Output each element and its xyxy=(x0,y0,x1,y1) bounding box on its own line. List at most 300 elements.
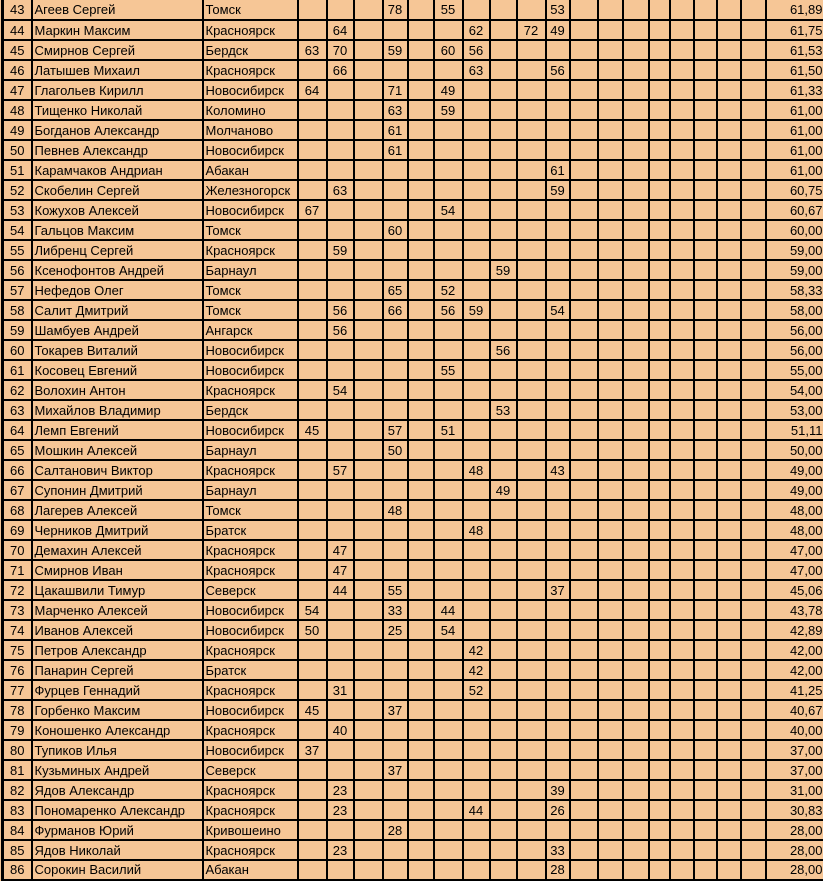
score-cell[interactable] xyxy=(623,400,649,420)
score-cell[interactable] xyxy=(354,500,383,520)
score-cell[interactable] xyxy=(408,280,434,300)
score-cell[interactable] xyxy=(383,740,408,760)
score-cell[interactable] xyxy=(623,500,649,520)
score-cell[interactable] xyxy=(408,40,434,60)
avg-cell[interactable]: 53,00 xyxy=(766,400,823,420)
score-cell[interactable] xyxy=(327,220,354,240)
score-cell[interactable] xyxy=(670,80,694,100)
score-cell[interactable] xyxy=(408,240,434,260)
rank-cell[interactable]: 71 xyxy=(3,560,32,580)
score-cell[interactable] xyxy=(717,140,741,160)
rank-cell[interactable]: 72 xyxy=(3,580,32,600)
score-cell[interactable] xyxy=(546,740,570,760)
score-cell[interactable] xyxy=(490,60,517,80)
score-cell[interactable]: 53 xyxy=(490,400,517,420)
score-cell[interactable] xyxy=(517,280,546,300)
city-cell[interactable]: Новосибирск xyxy=(203,200,298,220)
score-cell[interactable] xyxy=(670,100,694,120)
name-cell[interactable]: Салит Дмитрий xyxy=(32,300,203,320)
name-cell[interactable]: Петров Александр xyxy=(32,640,203,660)
name-cell[interactable]: Карамчаков Андриан xyxy=(32,160,203,180)
score-cell[interactable] xyxy=(546,400,570,420)
score-cell[interactable] xyxy=(570,760,598,780)
score-cell[interactable] xyxy=(298,580,327,600)
score-cell[interactable] xyxy=(298,20,327,40)
score-cell[interactable] xyxy=(670,340,694,360)
rank-cell[interactable]: 47 xyxy=(3,80,32,100)
score-cell[interactable] xyxy=(546,540,570,560)
score-cell[interactable] xyxy=(490,820,517,840)
score-cell[interactable]: 48 xyxy=(463,520,490,540)
score-cell[interactable] xyxy=(717,460,741,480)
score-cell[interactable] xyxy=(354,400,383,420)
name-cell[interactable]: Скобелин Сергей xyxy=(32,180,203,200)
score-cell[interactable] xyxy=(649,700,670,720)
score-cell[interactable] xyxy=(408,0,434,20)
score-cell[interactable] xyxy=(717,800,741,820)
score-cell[interactable] xyxy=(354,840,383,860)
avg-cell[interactable]: 59,00 xyxy=(766,260,823,280)
score-cell[interactable] xyxy=(298,340,327,360)
name-cell[interactable]: Демахин Алексей xyxy=(32,540,203,560)
score-cell[interactable]: 37 xyxy=(546,580,570,600)
score-cell[interactable] xyxy=(546,120,570,140)
score-cell[interactable] xyxy=(408,180,434,200)
score-cell[interactable] xyxy=(490,200,517,220)
score-cell[interactable] xyxy=(517,60,546,80)
score-cell[interactable] xyxy=(490,520,517,540)
score-cell[interactable]: 47 xyxy=(327,560,354,580)
score-cell[interactable] xyxy=(408,220,434,240)
rank-cell[interactable]: 45 xyxy=(3,40,32,60)
score-cell[interactable] xyxy=(570,340,598,360)
score-cell[interactable] xyxy=(463,220,490,240)
score-cell[interactable] xyxy=(327,500,354,520)
score-cell[interactable]: 70 xyxy=(327,40,354,60)
score-cell[interactable]: 42 xyxy=(463,660,490,680)
score-cell[interactable] xyxy=(546,240,570,260)
score-cell[interactable] xyxy=(741,860,766,880)
score-cell[interactable] xyxy=(649,660,670,680)
score-cell[interactable]: 48 xyxy=(383,500,408,520)
avg-cell[interactable]: 31,00 xyxy=(766,780,823,800)
score-cell[interactable]: 78 xyxy=(383,0,408,20)
score-cell[interactable] xyxy=(741,780,766,800)
avg-cell[interactable]: 61,00 xyxy=(766,100,823,120)
rank-cell[interactable]: 54 xyxy=(3,220,32,240)
score-cell[interactable] xyxy=(298,640,327,660)
score-cell[interactable] xyxy=(741,320,766,340)
score-cell[interactable]: 63 xyxy=(327,180,354,200)
score-cell[interactable] xyxy=(327,660,354,680)
avg-cell[interactable]: 61,00 xyxy=(766,140,823,160)
score-cell[interactable]: 28 xyxy=(383,820,408,840)
score-cell[interactable] xyxy=(717,440,741,460)
score-cell[interactable] xyxy=(463,120,490,140)
rank-cell[interactable]: 80 xyxy=(3,740,32,760)
avg-cell[interactable]: 61,00 xyxy=(766,120,823,140)
score-cell[interactable] xyxy=(649,820,670,840)
score-cell[interactable] xyxy=(490,540,517,560)
name-cell[interactable]: Тупиков Илья xyxy=(32,740,203,760)
score-cell[interactable] xyxy=(670,20,694,40)
rank-cell[interactable]: 82 xyxy=(3,780,32,800)
score-cell[interactable] xyxy=(717,360,741,380)
avg-cell[interactable]: 45,06 xyxy=(766,580,823,600)
avg-cell[interactable]: 42,00 xyxy=(766,660,823,680)
score-cell[interactable] xyxy=(354,240,383,260)
score-cell[interactable] xyxy=(354,440,383,460)
score-cell[interactable] xyxy=(298,460,327,480)
score-cell[interactable] xyxy=(717,320,741,340)
score-cell[interactable] xyxy=(694,620,717,640)
rank-cell[interactable]: 85 xyxy=(3,840,32,860)
score-cell[interactable] xyxy=(598,100,623,120)
avg-cell[interactable]: 48,00 xyxy=(766,520,823,540)
name-cell[interactable]: Гальцов Максим xyxy=(32,220,203,240)
name-cell[interactable]: Ядов Александр xyxy=(32,780,203,800)
score-cell[interactable]: 63 xyxy=(383,100,408,120)
name-cell[interactable]: Цакашвили Тимур xyxy=(32,580,203,600)
score-cell[interactable]: 56 xyxy=(327,320,354,340)
score-cell[interactable] xyxy=(408,620,434,640)
score-cell[interactable] xyxy=(670,560,694,580)
score-cell[interactable] xyxy=(408,120,434,140)
score-cell[interactable] xyxy=(717,520,741,540)
score-cell[interactable] xyxy=(598,80,623,100)
avg-cell[interactable]: 28,00 xyxy=(766,820,823,840)
rank-cell[interactable]: 46 xyxy=(3,60,32,80)
score-cell[interactable] xyxy=(717,760,741,780)
score-cell[interactable] xyxy=(670,200,694,220)
score-cell[interactable]: 48 xyxy=(463,460,490,480)
name-cell[interactable]: Ядов Николай xyxy=(32,840,203,860)
score-cell[interactable] xyxy=(670,180,694,200)
rank-cell[interactable]: 62 xyxy=(3,380,32,400)
score-cell[interactable] xyxy=(408,740,434,760)
score-cell[interactable] xyxy=(598,700,623,720)
avg-cell[interactable]: 61,53 xyxy=(766,40,823,60)
score-cell[interactable] xyxy=(598,620,623,640)
score-cell[interactable] xyxy=(741,800,766,820)
score-cell[interactable] xyxy=(354,200,383,220)
score-cell[interactable] xyxy=(434,760,463,780)
city-cell[interactable]: Новосибирск xyxy=(203,420,298,440)
score-cell[interactable] xyxy=(408,760,434,780)
score-cell[interactable] xyxy=(649,540,670,560)
score-cell[interactable] xyxy=(434,20,463,40)
score-cell[interactable] xyxy=(741,840,766,860)
score-cell[interactable] xyxy=(623,560,649,580)
score-cell[interactable] xyxy=(694,740,717,760)
name-cell[interactable]: Нефедов Олег xyxy=(32,280,203,300)
score-cell[interactable] xyxy=(298,240,327,260)
score-cell[interactable] xyxy=(408,320,434,340)
score-cell[interactable] xyxy=(649,80,670,100)
score-cell[interactable] xyxy=(490,640,517,660)
score-cell[interactable] xyxy=(546,80,570,100)
city-cell[interactable]: Абакан xyxy=(203,160,298,180)
score-cell[interactable] xyxy=(717,680,741,700)
score-cell[interactable] xyxy=(649,120,670,140)
score-cell[interactable] xyxy=(434,440,463,460)
score-cell[interactable] xyxy=(354,40,383,60)
score-cell[interactable] xyxy=(434,860,463,880)
score-cell[interactable] xyxy=(741,640,766,660)
score-cell[interactable] xyxy=(463,380,490,400)
city-cell[interactable]: Томск xyxy=(203,300,298,320)
score-cell[interactable] xyxy=(623,680,649,700)
score-cell[interactable] xyxy=(298,720,327,740)
score-cell[interactable] xyxy=(327,140,354,160)
score-cell[interactable] xyxy=(408,380,434,400)
score-cell[interactable] xyxy=(463,360,490,380)
avg-cell[interactable]: 56,00 xyxy=(766,340,823,360)
score-cell[interactable] xyxy=(570,740,598,760)
score-cell[interactable] xyxy=(717,640,741,660)
score-cell[interactable] xyxy=(434,720,463,740)
score-cell[interactable] xyxy=(490,800,517,820)
score-cell[interactable] xyxy=(694,580,717,600)
score-cell[interactable] xyxy=(546,100,570,120)
score-cell[interactable] xyxy=(623,20,649,40)
score-cell[interactable] xyxy=(670,660,694,680)
score-cell[interactable] xyxy=(649,40,670,60)
score-cell[interactable]: 63 xyxy=(298,40,327,60)
score-cell[interactable] xyxy=(670,680,694,700)
city-cell[interactable]: Красноярск xyxy=(203,720,298,740)
score-cell[interactable] xyxy=(490,360,517,380)
avg-cell[interactable]: 47,00 xyxy=(766,560,823,580)
score-cell[interactable] xyxy=(517,540,546,560)
score-cell[interactable] xyxy=(327,400,354,420)
score-cell[interactable] xyxy=(623,580,649,600)
score-cell[interactable] xyxy=(649,760,670,780)
score-cell[interactable] xyxy=(670,620,694,640)
rank-cell[interactable]: 76 xyxy=(3,660,32,680)
score-cell[interactable] xyxy=(490,280,517,300)
score-cell[interactable] xyxy=(434,680,463,700)
score-cell[interactable] xyxy=(354,780,383,800)
score-cell[interactable] xyxy=(570,620,598,640)
score-cell[interactable]: 56 xyxy=(463,40,490,60)
rank-cell[interactable]: 51 xyxy=(3,160,32,180)
score-cell[interactable] xyxy=(354,700,383,720)
score-cell[interactable] xyxy=(354,0,383,20)
score-cell[interactable] xyxy=(694,700,717,720)
score-cell[interactable] xyxy=(517,380,546,400)
score-cell[interactable] xyxy=(463,260,490,280)
score-cell[interactable] xyxy=(717,280,741,300)
score-cell[interactable] xyxy=(623,600,649,620)
score-cell[interactable] xyxy=(463,140,490,160)
score-cell[interactable] xyxy=(623,640,649,660)
score-cell[interactable] xyxy=(517,180,546,200)
avg-cell[interactable]: 42,89 xyxy=(766,620,823,640)
score-cell[interactable]: 56 xyxy=(434,300,463,320)
name-cell[interactable]: Богданов Александр xyxy=(32,120,203,140)
score-cell[interactable] xyxy=(490,600,517,620)
name-cell[interactable]: Косовец Евгений xyxy=(32,360,203,380)
score-cell[interactable] xyxy=(694,560,717,580)
score-cell[interactable] xyxy=(649,740,670,760)
score-cell[interactable] xyxy=(694,200,717,220)
name-cell[interactable]: Горбенко Максим xyxy=(32,700,203,720)
score-cell[interactable] xyxy=(598,720,623,740)
name-cell[interactable]: Шамбуев Андрей xyxy=(32,320,203,340)
score-cell[interactable] xyxy=(598,440,623,460)
score-cell[interactable] xyxy=(570,480,598,500)
name-cell[interactable]: Латышев Михаил xyxy=(32,60,203,80)
score-cell[interactable] xyxy=(717,620,741,640)
score-cell[interactable] xyxy=(623,540,649,560)
score-cell[interactable] xyxy=(717,720,741,740)
score-cell[interactable] xyxy=(434,640,463,660)
score-cell[interactable] xyxy=(623,80,649,100)
score-cell[interactable] xyxy=(327,360,354,380)
score-cell[interactable] xyxy=(434,120,463,140)
score-cell[interactable] xyxy=(741,280,766,300)
score-cell[interactable] xyxy=(434,260,463,280)
score-cell[interactable] xyxy=(670,320,694,340)
score-cell[interactable] xyxy=(570,160,598,180)
rank-cell[interactable]: 70 xyxy=(3,540,32,560)
score-cell[interactable] xyxy=(670,480,694,500)
score-cell[interactable] xyxy=(741,820,766,840)
score-cell[interactable] xyxy=(598,60,623,80)
score-cell[interactable] xyxy=(694,400,717,420)
score-cell[interactable] xyxy=(490,620,517,640)
avg-cell[interactable]: 37,00 xyxy=(766,760,823,780)
avg-cell[interactable]: 48,00 xyxy=(766,500,823,520)
rank-cell[interactable]: 75 xyxy=(3,640,32,660)
score-cell[interactable] xyxy=(517,800,546,820)
score-cell[interactable] xyxy=(490,760,517,780)
score-cell[interactable] xyxy=(490,180,517,200)
city-cell[interactable]: Красноярск xyxy=(203,540,298,560)
score-cell[interactable] xyxy=(694,180,717,200)
name-cell[interactable]: Кожухов Алексей xyxy=(32,200,203,220)
score-cell[interactable] xyxy=(298,280,327,300)
score-cell[interactable] xyxy=(383,640,408,660)
score-cell[interactable] xyxy=(570,520,598,540)
score-cell[interactable] xyxy=(598,280,623,300)
score-cell[interactable] xyxy=(327,160,354,180)
score-cell[interactable]: 45 xyxy=(298,700,327,720)
score-cell[interactable]: 50 xyxy=(298,620,327,640)
score-cell[interactable]: 72 xyxy=(517,20,546,40)
score-cell[interactable] xyxy=(490,580,517,600)
score-cell[interactable] xyxy=(463,160,490,180)
avg-cell[interactable]: 30,83 xyxy=(766,800,823,820)
score-cell[interactable] xyxy=(327,820,354,840)
score-cell[interactable] xyxy=(598,580,623,600)
score-cell[interactable] xyxy=(298,260,327,280)
city-cell[interactable]: Томск xyxy=(203,0,298,20)
score-cell[interactable] xyxy=(546,420,570,440)
rank-cell[interactable]: 52 xyxy=(3,180,32,200)
avg-cell[interactable]: 61,33 xyxy=(766,80,823,100)
score-cell[interactable] xyxy=(741,440,766,460)
score-cell[interactable] xyxy=(383,540,408,560)
avg-cell[interactable]: 43,78 xyxy=(766,600,823,620)
city-cell[interactable]: Красноярск xyxy=(203,680,298,700)
score-cell[interactable] xyxy=(490,40,517,60)
score-cell[interactable] xyxy=(623,200,649,220)
score-cell[interactable] xyxy=(298,300,327,320)
city-cell[interactable]: Абакан xyxy=(203,860,298,880)
name-cell[interactable]: Коношенко Александр xyxy=(32,720,203,740)
score-cell[interactable] xyxy=(298,0,327,20)
score-cell[interactable] xyxy=(670,860,694,880)
score-cell[interactable] xyxy=(298,500,327,520)
score-cell[interactable] xyxy=(546,720,570,740)
score-cell[interactable] xyxy=(383,660,408,680)
score-cell[interactable] xyxy=(598,780,623,800)
rank-cell[interactable]: 61 xyxy=(3,360,32,380)
avg-cell[interactable]: 61,50 xyxy=(766,60,823,80)
name-cell[interactable]: Черников Дмитрий xyxy=(32,520,203,540)
score-cell[interactable] xyxy=(598,560,623,580)
avg-cell[interactable]: 60,67 xyxy=(766,200,823,220)
name-cell[interactable]: Смирнов Сергей xyxy=(32,40,203,60)
score-cell[interactable] xyxy=(434,740,463,760)
score-cell[interactable] xyxy=(434,540,463,560)
score-cell[interactable] xyxy=(670,240,694,260)
name-cell[interactable]: Панарин Сергей xyxy=(32,660,203,680)
score-cell[interactable] xyxy=(517,840,546,860)
score-cell[interactable] xyxy=(717,820,741,840)
score-cell[interactable] xyxy=(741,180,766,200)
score-cell[interactable] xyxy=(670,160,694,180)
score-cell[interactable] xyxy=(408,520,434,540)
score-cell[interactable] xyxy=(717,780,741,800)
score-cell[interactable] xyxy=(670,280,694,300)
score-cell[interactable] xyxy=(327,0,354,20)
score-cell[interactable] xyxy=(570,220,598,240)
score-cell[interactable] xyxy=(546,380,570,400)
score-cell[interactable]: 43 xyxy=(546,460,570,480)
score-cell[interactable] xyxy=(694,280,717,300)
score-cell[interactable] xyxy=(649,220,670,240)
city-cell[interactable]: Красноярск xyxy=(203,460,298,480)
name-cell[interactable]: Смирнов Иван xyxy=(32,560,203,580)
score-cell[interactable]: 56 xyxy=(327,300,354,320)
score-cell[interactable] xyxy=(517,860,546,880)
rank-cell[interactable]: 44 xyxy=(3,20,32,40)
score-cell[interactable] xyxy=(694,760,717,780)
score-cell[interactable] xyxy=(298,520,327,540)
score-cell[interactable] xyxy=(298,380,327,400)
score-cell[interactable] xyxy=(670,220,694,240)
score-cell[interactable] xyxy=(570,640,598,660)
score-cell[interactable] xyxy=(649,160,670,180)
score-cell[interactable] xyxy=(649,720,670,740)
score-cell[interactable] xyxy=(434,480,463,500)
score-cell[interactable]: 67 xyxy=(298,200,327,220)
score-cell[interactable] xyxy=(623,340,649,360)
avg-cell[interactable]: 60,00 xyxy=(766,220,823,240)
rank-cell[interactable]: 60 xyxy=(3,340,32,360)
score-cell[interactable] xyxy=(517,700,546,720)
score-cell[interactable] xyxy=(741,400,766,420)
city-cell[interactable]: Новосибирск xyxy=(203,360,298,380)
score-cell[interactable] xyxy=(383,520,408,540)
score-cell[interactable]: 54 xyxy=(546,300,570,320)
city-cell[interactable]: Ангарск xyxy=(203,320,298,340)
score-cell[interactable] xyxy=(517,240,546,260)
city-cell[interactable]: Томск xyxy=(203,280,298,300)
